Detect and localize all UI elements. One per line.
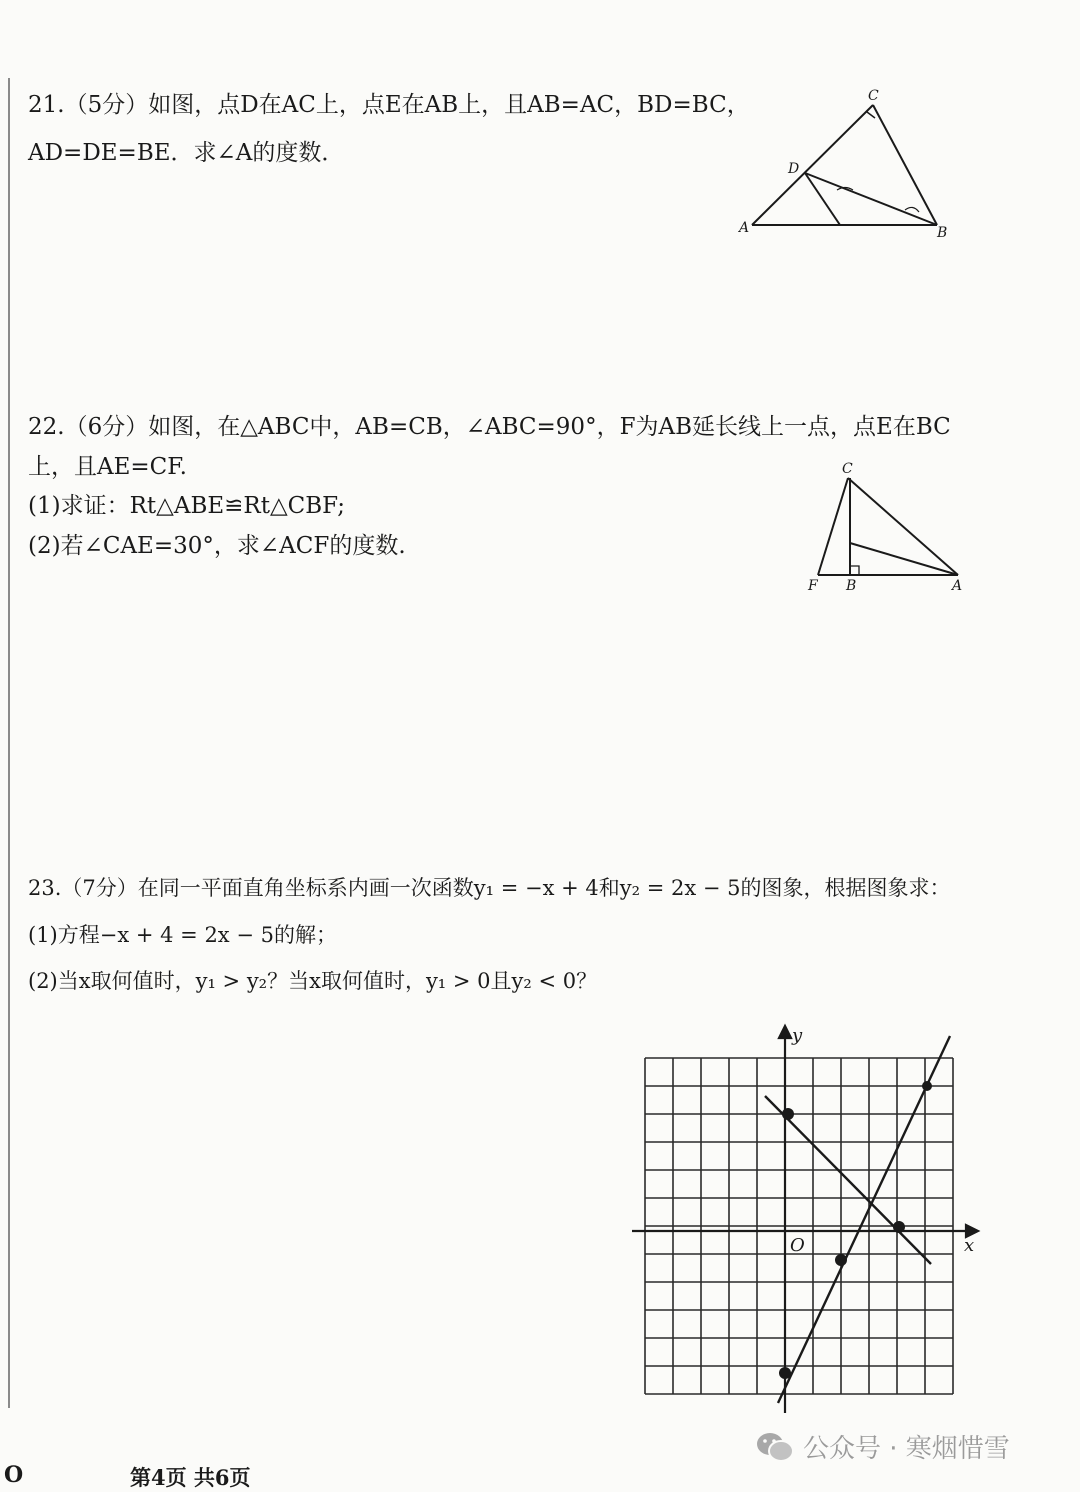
q21-triangle-figure xyxy=(725,82,965,251)
q23-coordinate-grid xyxy=(620,1018,990,1422)
right-angle-mark-b xyxy=(850,566,859,575)
label-f: F xyxy=(808,578,818,594)
q23-line-2: (1)方程−x + 4 = 2x − 5的解； xyxy=(28,922,337,947)
q23-line-1: 23.（7分）在同一平面直角坐标系内画一次函数y₁ = −x + 4和y₂ = 2x − 5的图象，根据图象求： xyxy=(28,876,951,900)
page-number: 第4页 共6页 xyxy=(130,1465,251,1490)
y-axis-arrow xyxy=(779,1026,791,1038)
q22-line-2: 上，且AE=CF. xyxy=(28,453,187,480)
origin-label: O xyxy=(790,1235,805,1256)
watermark xyxy=(755,1428,1010,1465)
label-a: A xyxy=(952,578,963,594)
label-b: B xyxy=(846,578,857,594)
point-0-4 xyxy=(782,1108,794,1120)
q22-line-3: (1)求证：Rt△ABE≌Rt△CBF; xyxy=(28,493,346,520)
point-2.5-0 xyxy=(835,1254,847,1266)
left-mark: O xyxy=(4,1462,24,1488)
q23-line-3: (2)当x取何值时，y₁ > y₂？当x取何值时，y₁ > 0且y₂ < 0？ xyxy=(28,969,598,994)
segment-cf xyxy=(818,478,848,575)
point-4-0 xyxy=(893,1221,905,1233)
label-c: C xyxy=(842,461,853,477)
point-0--5 xyxy=(779,1367,791,1379)
label-a: A xyxy=(739,220,750,236)
q21-line-1: 21.（5分）如图，点D在AC上，点E在AB上，且AB=AC，BD=BC， xyxy=(28,92,750,118)
q22-line-4: (2)若∠CAE=30°，求∠ACF的度数. xyxy=(28,532,406,559)
watermark-text: 公众号 · 寒烟惜雪 xyxy=(803,1434,1010,1464)
angle-mark-c xyxy=(867,112,875,118)
point-5-5 xyxy=(922,1081,932,1091)
margin-line xyxy=(8,78,10,1408)
segment-ac xyxy=(752,105,873,225)
question-21 xyxy=(28,88,750,171)
segment-bd xyxy=(805,173,937,225)
axis-label-y: y xyxy=(792,1025,803,1046)
wechat-icon xyxy=(755,1430,795,1464)
segment-ca xyxy=(848,478,958,575)
grid-lines xyxy=(645,1058,953,1394)
segment-ae xyxy=(850,543,958,575)
q22-line-1: 22.（6分）如图，在△ABC中，AB=CB，∠ABC=90°，F为AB延长线上一点，点E在BC xyxy=(28,414,951,440)
question-23 xyxy=(28,872,950,998)
label-b: B xyxy=(937,225,948,241)
label-d: D xyxy=(788,161,800,177)
segment-cb xyxy=(873,105,937,225)
angle-mark-b xyxy=(905,207,919,212)
axis-label-x: x xyxy=(964,1235,975,1256)
label-c: C xyxy=(868,88,879,104)
q21-line-2: AD=DE=BE．求∠A的度数． xyxy=(28,139,345,166)
q22-triangle-figure xyxy=(800,455,975,599)
